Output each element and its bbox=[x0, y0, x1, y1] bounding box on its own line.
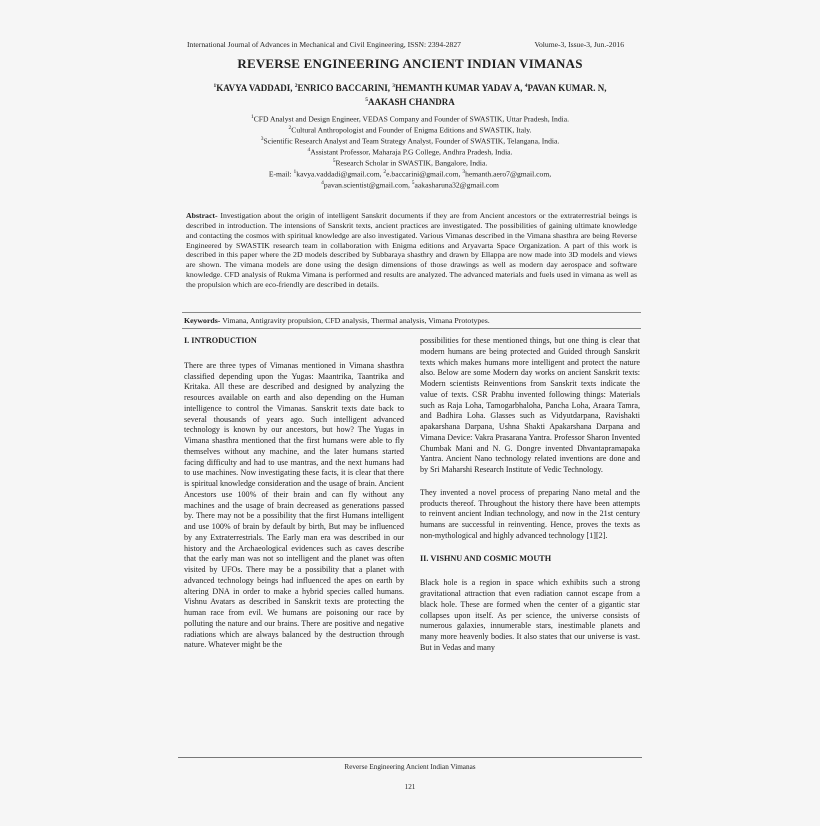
author-name: AAKASH CHANDRA bbox=[367, 97, 455, 107]
author-name: PAVAN KUMAR. N, bbox=[527, 83, 607, 93]
body-paragraph: Black hole is a region in space which exhibits such a strong gravitational attraction that even radiation cannot escape from a black hole. These are formed when the center of a gigantic star collapses upon itself. As per science, the universe consists of numerous galaxies, innumerable stars, inestimable planets and many more heavenly bodies. It also states that our universe is vast. But in Vedas and many bbox=[420, 578, 640, 652]
affiliation-line: $^4$Assistant Professor, Maharaja P.G College, Andhra Pradesh, India. bbox=[307, 146, 513, 157]
right-column bbox=[420, 336, 640, 666]
affiliation-line: $^1$CFD Analyst and Design Engineer, VEDAS Company and Founder of SWASTIK, Uttar Pradesh, India. bbox=[250, 114, 570, 124]
paper-title: REVERSE ENGINEERING ANCIENT INDIAN VIMANAS bbox=[237, 56, 583, 71]
section-heading-vishnu: II. VISHNU AND COSMIC MOUTH bbox=[420, 553, 552, 563]
body-paragraph: There are three types of Vimanas mentioned in Vimana shasthra classified depending upon the Yugas: Maantrika, Taantrika and Kritaka. All these are described and designed by analyzing the resources available on earth and also depending on the Human intelligence to control the Vimanas. Sanskrit texts date back to several thousands of years ago. Such intelligent advanced technology is known by our ancestors, but how? The Yugas in Vimana shasthra mentioned that the first humans were able to fly themselves without any machine, and the later humans started facing difficulty and had to use mantras, and the next humans had to use machines. Now investigating these facts, it is clear that there is spiritual knowledge consideration and the usage of brain. Ancient Ancestors use 100% of their brain and can fly without any machines and the usage of brain decreased as generations passed by. There may not be a possibility that the first Humans intelligent and use 100% of brain by default by birth, But may be influenced by any Extraterrestrials. The Early man era was described in our history and the Archaeological evidences such as caves describe that the early man was not so intelligent and the planet was often visited by UFOs. There may be a possibility that a planet with advanced technology beings had influenced the apes on earth by altering DNA in order to make a hybrid species called humans. Vishnu Avatars as described in Sanskrit texts are protecting the human race from evil. We humans are poisoning our race by polluting the nature and our brains. There are positive and negative radiations which are always balanced by the destruction through nature. Whatever might be the bbox=[184, 360, 404, 650]
author-sup: 4 bbox=[524, 83, 528, 89]
body-paragraph: They invented a novel process of preparing Nano metal and the products thereof. Throughout the history there have been attempts to reinvent ancient Indian technology, and now in the 21st century humans are successful in reinventing. Hence, proves the texts as non-mythological and highly advanced technology [1][2]. bbox=[420, 487, 640, 540]
author-sup: 5 bbox=[365, 97, 368, 103]
section-heading-introduction: I. INTRODUCTION bbox=[184, 336, 257, 345]
author-sup: 1 bbox=[213, 83, 217, 89]
keywords bbox=[182, 312, 641, 329]
email-line: $^4$pavan.scientist@gmail.com, $^5$aakasharuna32@gmail.com bbox=[321, 179, 499, 190]
volume-info: Volume-3, Issue-3, Jun.-2016 bbox=[534, 40, 624, 49]
email-link[interactable]: aakasharuna32@gmail.com bbox=[414, 180, 499, 190]
affiliation-line: $^2$Cultural Anthropologist and Founder of Enigma Editions and SWASTIK, Italy. bbox=[288, 124, 532, 135]
author-list bbox=[175, 80, 645, 108]
footer-running-title: Reverse Engineering Ancient Indian Vimanas bbox=[344, 763, 476, 771]
email-link[interactable]: e.baccarini@gmail.com, bbox=[386, 169, 463, 179]
abstract-text: Investigation about the origin of intelligent Sanskrit documents if they are from Ancient ancestors or the extraterrestrial beings is described in introduction. The intensions of Sanskrit texts, ancient practices are investigated. The possibilities of gaining ultimate knowledge and contacting the cosmos with spiritual knowledge are also investigated. Various Vimanas described in the Vimana shasthra are being Reverse Engineered by SWASTIK research team in collaboration with Enigma editions and Aryavarta Space Organization. A part of this work is described in this paper where the 2D models described by Subbaraya shasthry and drawn by Ellappa are now made into 3D models and views are shown. The vimana models are done using the design dimensions of those drawings as well as modern day aerospace and software knowledge. CFD analysis of Rukma Vimana is performed and results are analyzed. The advanced materials and fuels used in vimana as well as the propulsion which are eco-friendly are described in details. bbox=[186, 211, 637, 289]
journal-name: International Journal of Advances in Mechanical and Civil Engineering, ISSN: 2394-2827 bbox=[187, 40, 461, 49]
email-link[interactable]: pavan.scientist@gmail.com, bbox=[323, 180, 412, 190]
abstract-label: Abstract- bbox=[186, 211, 218, 220]
email-link[interactable]: kavya.vaddadi@gmail.com, bbox=[296, 169, 384, 179]
left-column bbox=[184, 336, 404, 663]
affiliation-line: $^5$Research Scholar in SWASTIK, Bangalore, India. bbox=[332, 157, 488, 168]
email-link[interactable]: hemanth.aero7@gmail.com, bbox=[465, 169, 552, 179]
email-line: E-mail: $^1$kavya.vaddadi@gmail.com, $^2$e.baccarini@gmail.com, $^3$hemanth.aero7@gmail.com, bbox=[268, 168, 552, 179]
abstract bbox=[186, 211, 637, 290]
author-name: HEMANTH KUMAR YADAV A, bbox=[394, 83, 525, 93]
affiliation-line: $^3$Scientific Research Analyst and Team Strategy Analyst, Founder of SWASTIK, Telangana, India. bbox=[260, 135, 560, 146]
keywords-text: Vimana, Antigravity propulsion, CFD analysis, Thermal analysis, Vimana Prototypes. bbox=[220, 316, 490, 325]
affiliations bbox=[190, 113, 630, 190]
author-name: ENRICO BACCARINI, bbox=[297, 83, 393, 93]
keywords-label: Keywords- bbox=[184, 316, 221, 325]
page-number: 121 bbox=[404, 783, 416, 791]
running-header bbox=[187, 40, 624, 49]
body-paragraph: possibilities for these mentioned things, but one thing is clear that modern humans are being protected and Guided through Sanskrit texts which makes humans more intelligent and protect the nature also. Below are some Modern day works on ancient Sanskrit texts: Modern scientists Reinventions from Sanskrit texts indicate the value of texts. CSR Prabhu invented following things: Materials such as Raja Loha, Tamogarbhaloha, Pancha Loha, Araara Tamra, and Badhira Loha. Glasses such as Vidyutdarpana, Ravishakti apakarshana Darpana, Ushna Shakti Apakarshana Darpana and Vimana Device: Vakra Prasarana Yantra. Professor Sharon Invented Chumbak Mani and N. G. Dongre invented Dhvantapramapaka Yantra. Ancient Nano technology related inventions are done and by Sri Maharshi Research Institute of Vedic Technology. bbox=[420, 336, 640, 474]
author-sup: 2 bbox=[294, 83, 298, 89]
author-name: KAVYA VADDADI, bbox=[216, 83, 295, 93]
footer-divider bbox=[178, 757, 642, 758]
author-sup: 3 bbox=[392, 83, 395, 89]
